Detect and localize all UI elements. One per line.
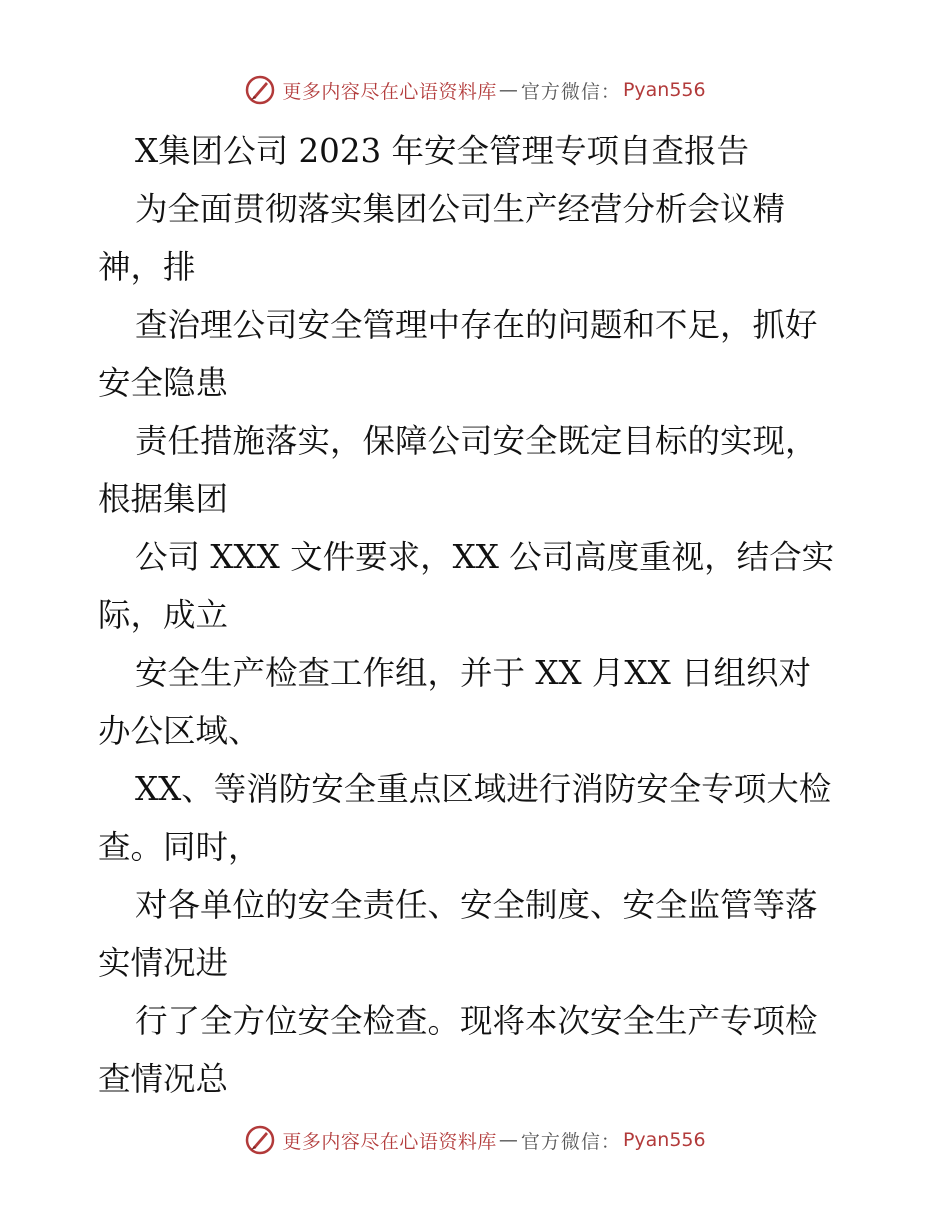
quill-logo-icon <box>244 1124 276 1156</box>
text-line: XX、等消防安全重点区域进行消防安全专项大检 <box>135 770 832 808</box>
text-line: 实情况进 <box>98 944 229 982</box>
text-line: 行了全方位安全检查。现将本次安全生产专项检 <box>135 1002 818 1040</box>
quill-logo-icon <box>244 74 276 106</box>
paragraph-lines <box>98 180 858 1108</box>
text-line: 责任措施落实，保障公司安全既定目标的实现， <box>135 422 818 460</box>
text-line: 际，成立 <box>98 596 229 634</box>
watermark-official-label: 官方微信： <box>520 80 621 103</box>
watermark-text: 更多内容尽在心语资料库 <box>282 1130 497 1153</box>
text-line: 神，排 <box>98 248 196 286</box>
watermark-text: 更多内容尽在心语资料库 <box>282 80 497 103</box>
text-line: 安全隐患 <box>98 364 229 402</box>
text-line: 查。同时， <box>98 828 261 866</box>
watermark-separator: — <box>498 1129 519 1151</box>
text-line: 查情况总 <box>98 1060 229 1098</box>
text-line: 办公区域、 <box>98 712 261 750</box>
watermark-separator: — <box>498 79 519 101</box>
header-watermark <box>0 70 950 110</box>
watermark-official-label: 官方微信： <box>520 1130 621 1153</box>
document-title: X集团公司 2023 年安全管理专项自查报告 <box>135 132 750 170</box>
text-line: 公司 XXX 文件要求，XX 公司高度重视，结合实 <box>135 538 835 576</box>
watermark-wechat-id: Pyan556 <box>622 79 706 101</box>
footer-watermark <box>0 1120 950 1160</box>
text-line: 对各单位的安全责任、安全制度、安全监管等落 <box>135 886 818 924</box>
text-line: 为全面贯彻落实集团公司生产经营分析会议精 <box>135 190 786 228</box>
text-line: 安全生产检查工作组，并于 XX 月XX 日组织对 <box>135 654 812 692</box>
document-body <box>98 122 858 1108</box>
watermark-wechat-id: Pyan556 <box>622 1129 706 1151</box>
text-line: 根据集团 <box>98 480 229 518</box>
text-line: 查治理公司安全管理中存在的问题和不足，抓好 <box>135 306 818 344</box>
